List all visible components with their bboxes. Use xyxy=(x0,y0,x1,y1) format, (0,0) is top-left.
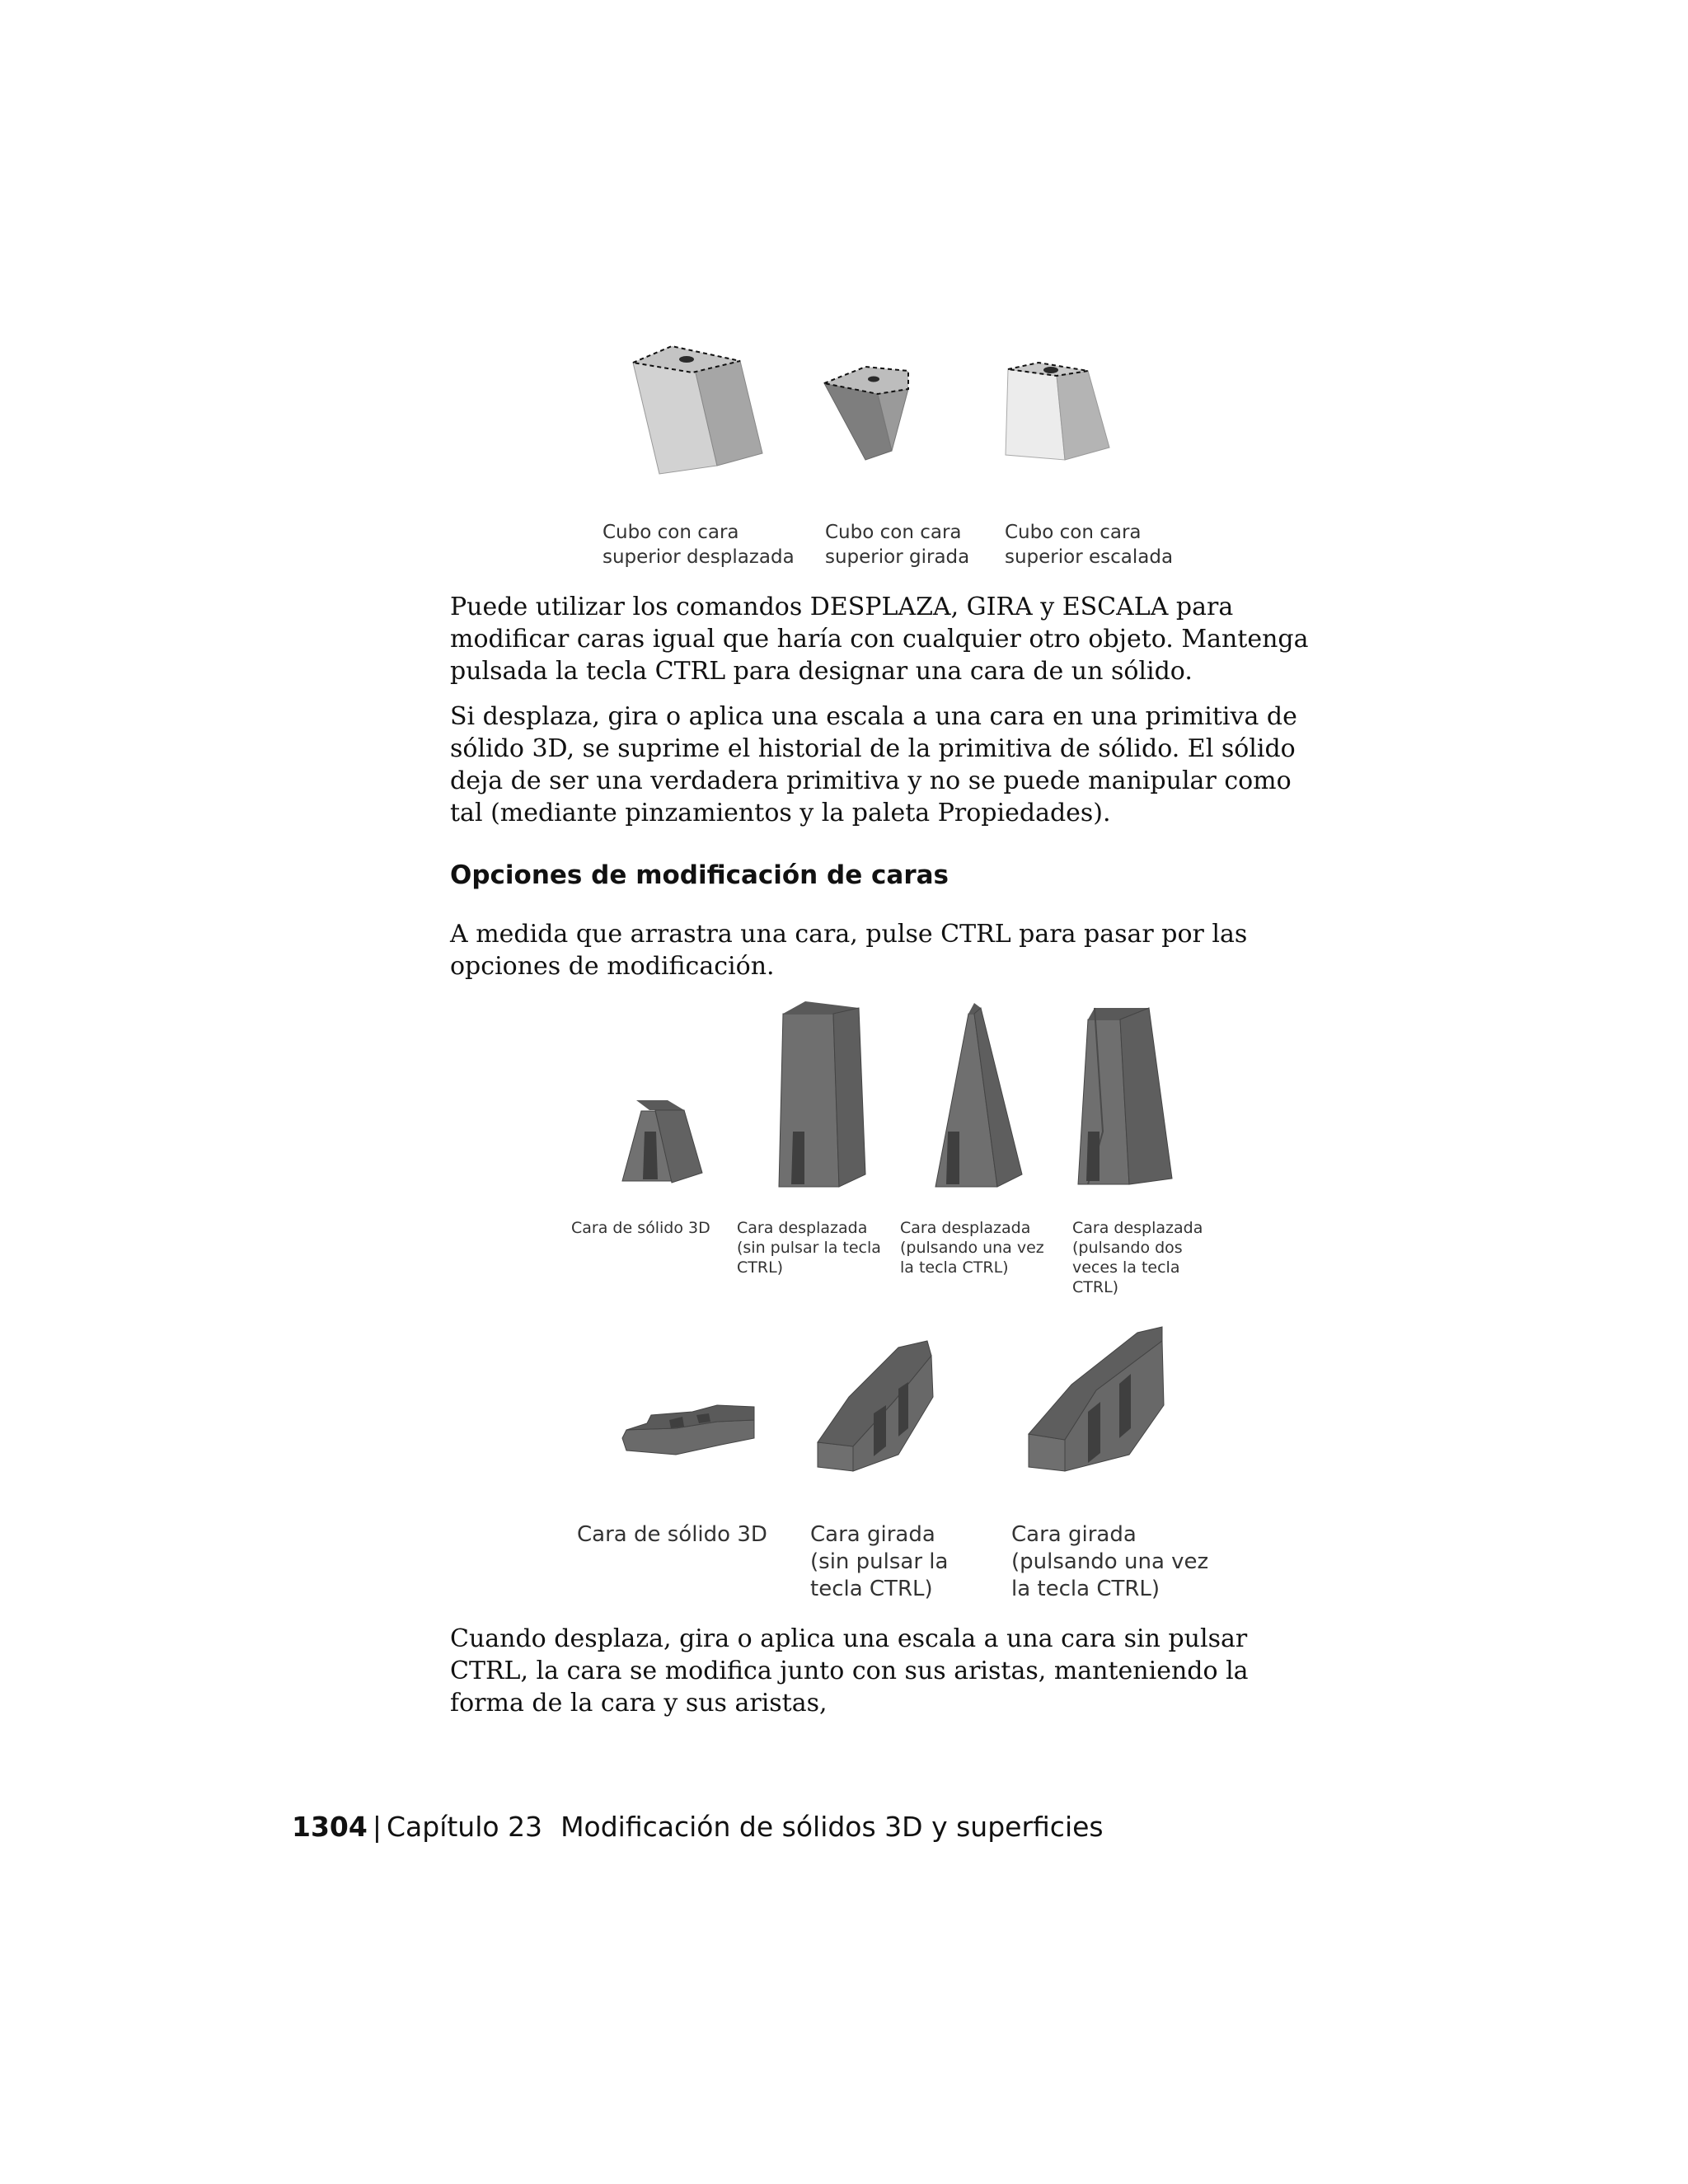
page-number: 1304 xyxy=(292,1811,368,1843)
caption-cube-moved: Cubo con cara superior desplazada xyxy=(603,522,795,568)
paragraph-move-rotate-scale: Puede utilizar los comandos DESPLAZA, GIRA y ESCALA para modificar caras igual que haría con cualquier otro objeto. Mantenga pulsada la tecla CTRL para designar una cara de un sólido. xyxy=(450,593,1309,686)
chapter-title: Modificación de sólidos 3D y superficies xyxy=(560,1811,1104,1843)
solid-moved-ctrl-once xyxy=(935,1003,1022,1187)
section-heading: Opciones de modificación de caras xyxy=(450,860,949,890)
figure-moved-face-options xyxy=(560,993,1203,1199)
caption-rotated-ctrl-once: Cara girada (pulsando una vez la tecla CTRL) xyxy=(1011,1522,1209,1601)
solid-rotated-no-ctrl xyxy=(818,1341,933,1471)
footer-separator: | xyxy=(372,1811,382,1843)
caption-cube-scaled: Cubo con cara superior escalada xyxy=(1005,522,1174,568)
chapter-label: Capítulo 23 xyxy=(386,1811,543,1843)
caption-moved-no-ctrl: Cara desplazada (sin pulsar la tecla CTRL) xyxy=(737,1219,881,1277)
cube-moved-top-face xyxy=(633,346,762,474)
caption-cube-rotated: Cubo con cara superior girada xyxy=(825,522,970,568)
caption-solid-flat: Cara de sólido 3D xyxy=(577,1522,767,1547)
cube-scaled-top-face xyxy=(1006,363,1109,460)
caption-rotated-no-ctrl: Cara girada (sin pulsar la tecla CTRL) xyxy=(810,1522,949,1601)
solid-illustrations-rotated xyxy=(602,1323,1179,1488)
caption-moved-ctrl-twice: Cara desplazada (pulsando dos veces la tecla CTRL) xyxy=(1072,1219,1203,1296)
page-footer xyxy=(292,1810,1104,1844)
paragraph-without-ctrl: Cuando desplaza, gira o aplica una escala a una cara sin pulsar CTRL, la cara se modifica junto con sus aristas, manteniendo la forma de la cara y sus aristas, xyxy=(450,1624,1249,1718)
solid-rotated-ctrl-once xyxy=(1029,1327,1164,1471)
solid-moved-ctrl-twice xyxy=(1078,1008,1172,1184)
solid-flat xyxy=(622,1405,754,1455)
caption-solid-original: Cara de sólido 3D xyxy=(571,1219,710,1237)
figure-rotated-face-options xyxy=(602,1323,1179,1488)
cube-rotated-top-face xyxy=(824,367,908,460)
solid-original xyxy=(622,1100,702,1183)
solid-illustrations-moved xyxy=(560,993,1203,1199)
solid-moved-no-ctrl xyxy=(779,1001,865,1187)
caption-moved-ctrl-once: Cara desplazada (pulsando una vez la tecla CTRL) xyxy=(900,1219,1044,1277)
paragraph-history-removed: Si desplaza, gira o aplica una escala a una cara en una primitiva de sólido 3D, se suprime el historial de la primitiva de sólido. El sólido deja de ser una verdadera primitiva y no se puede manipular como tal (mediante pinzamientos y la paleta Propiedades). xyxy=(450,702,1297,827)
paragraph-ctrl-cycle: A medida que arrastra una cara, pulse CTRL para pasar por las opciones de modificación. xyxy=(450,920,1248,981)
